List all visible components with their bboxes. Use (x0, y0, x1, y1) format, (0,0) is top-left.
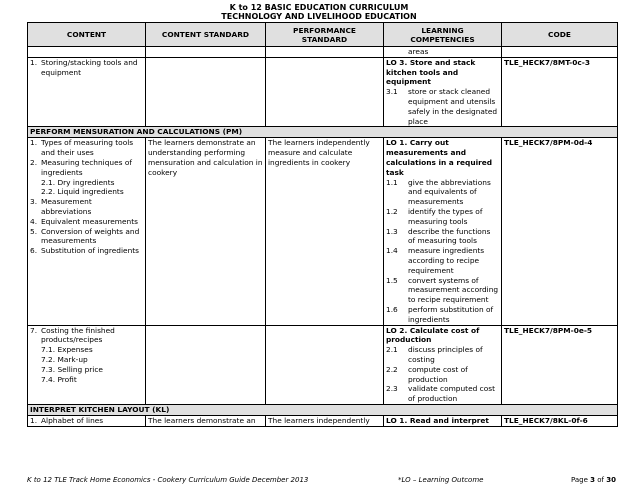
footer-legend: *LO – Learning Outcome (398, 476, 484, 484)
content-standard-cell: The learners demonstrate an understanding performing mensuration and calculation in cookery (146, 138, 266, 325)
content-standard-cell: The learners demonstrate an (146, 415, 266, 426)
learning-outcome: LO 1. Read and interpret (386, 415, 489, 425)
section-title: INTERPRET KITCHEN LAYOUT (KL) (28, 404, 618, 415)
table-row (28, 47, 618, 58)
column-header-content-standard: CONTENT STANDARD (146, 23, 266, 47)
column-header-performance-standard: PERFORMANCE STANDARD (266, 23, 384, 47)
learning-outcome: LO 2. Calculate cost of production (386, 325, 480, 345)
content-cell: 1. Types of measuring tools and their uses 2. Measuring techniques of ingredients 2.1. Dry ingredients 2.2. Liquid ingredients 3. Measurement abbreviations 4. Equivalent measurements 5. Conversion of weights and measurements 6. Substitution of ingredients (28, 138, 146, 325)
document-subtitle: TECHNOLOGY AND LIVELIHOOD EDUCATION (221, 12, 417, 21)
curriculum-table (27, 22, 618, 427)
competency-continuation: areas (384, 47, 502, 58)
table-header-row (28, 23, 618, 47)
table-row (28, 415, 618, 426)
table-row (28, 325, 618, 404)
column-header-content: CONTENT (28, 23, 146, 47)
document-title: K to 12 BASIC EDUCATION CURRICULUM (229, 3, 409, 12)
code-cell: TLE_HECK7/8PM-0e-5 (502, 325, 618, 404)
section-row (28, 404, 618, 415)
table-row (28, 57, 618, 127)
section-title: PERFORM MENSURATION AND CALCULATIONS (PM) (28, 127, 618, 138)
learning-competency-cell (384, 415, 502, 426)
learning-outcome: LO 1. Carry out measurements and calculations in a required task (386, 138, 493, 177)
performance-standard-cell: The learners independently (266, 415, 384, 426)
content-cell: 1. Alphabet of lines (28, 415, 146, 426)
learning-outcome: LO 3. Store and stack kitchen tools and equipment (386, 57, 476, 87)
column-header-code: CODE (502, 23, 618, 47)
table-row (28, 138, 618, 325)
footer-page-number: Page 3 of 30 (570, 476, 616, 484)
learning-competency-cell: LO 2. Calculate cost of production 2.1 discuss principles of costing 2.2 compute cost of production 2.3 validate computed cost of production (384, 325, 502, 404)
content-cell: 7. Costing the finished products/recipes 7.1. Expenses 7.2. Mark-up 7.3. Selling price 7.4. Profit (28, 325, 146, 404)
code-cell: TLE_HECK7/8MT-0c-3 (502, 57, 618, 127)
performance-standard-cell: The learners independently measure and calculate ingredients in cookery (266, 138, 384, 325)
section-row (28, 127, 618, 138)
content-cell: 1. Storing/stacking tools and equipment (28, 57, 146, 127)
learning-competency-cell: LO 1. Carry out measurements and calculations in a required task 1.1 give the abbreviations and equivalents of measurements 1.2 identify the types of measuring tools 1.3 describe the functions of measuring tools 1.4 measure ingredients according to recipe requirement 1.5 convert systems of measurement according to recipe requirement 1.6 perform substitution of ingredients (384, 138, 502, 325)
footer-document-name: K to 12 TLE Track Home Economics - Cookery Curriculum Guide December 2013 (27, 476, 309, 484)
column-header-learning-competencies: LEARNING COMPETENCIES (384, 23, 502, 47)
learning-competency-cell: LO 3. Store and stack kitchen tools and equipment 3.1 store or stack cleaned equipment and utensils safely in the designated place (384, 57, 502, 127)
code-cell: TLE_HECK7/8KL-0f-6 (502, 415, 618, 426)
code-cell: TLE_HECK7/8PM-0d-4 (502, 138, 618, 325)
